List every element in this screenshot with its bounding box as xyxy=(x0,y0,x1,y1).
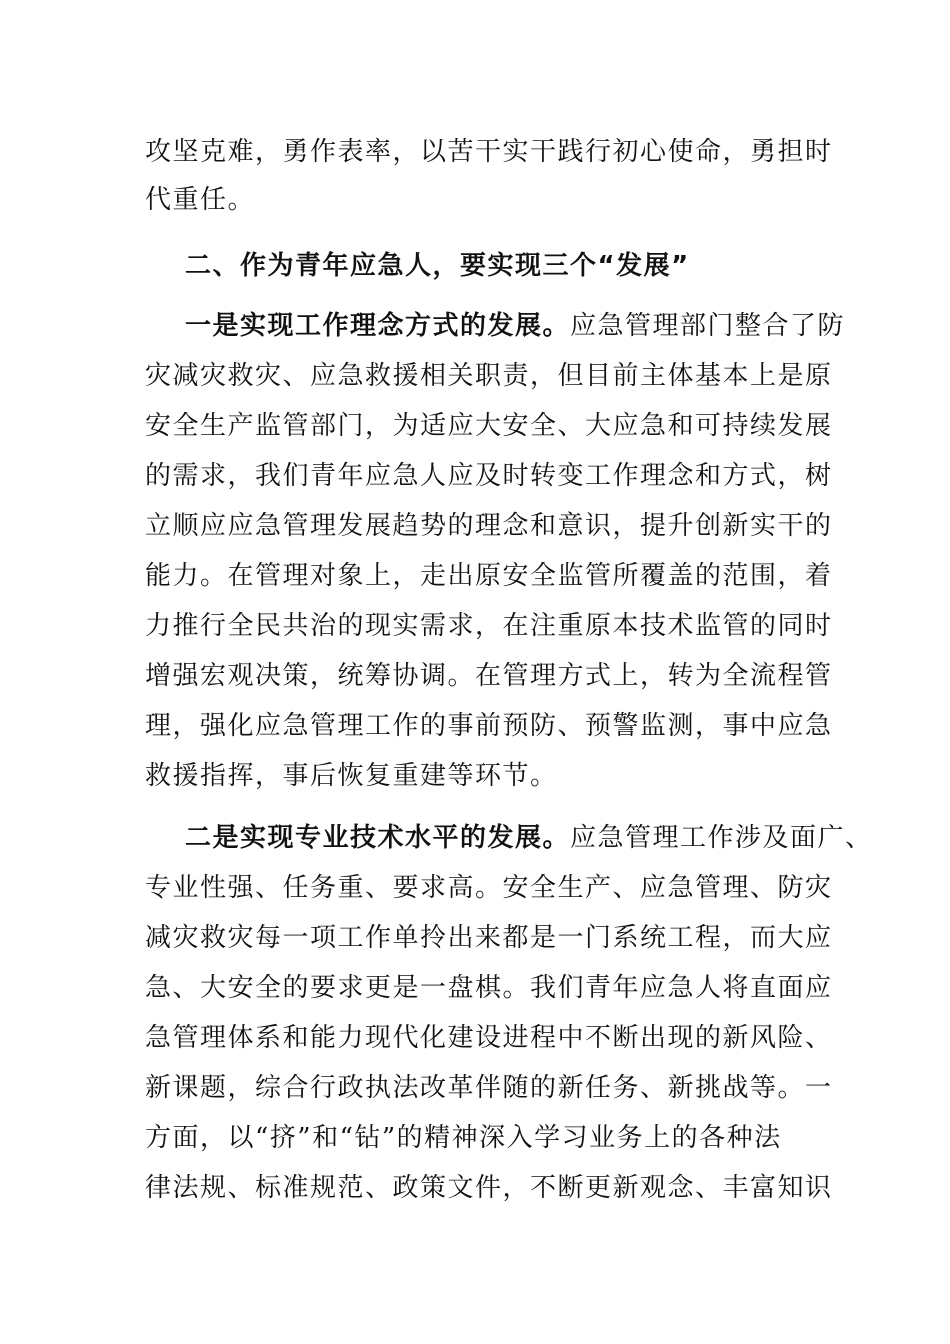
paragraph-line: 代重任。 xyxy=(145,185,256,215)
paragraph-line: 能力。在管理对象上，走出原安全监管所覆盖的范围，着 xyxy=(145,561,833,591)
paragraph-line: 灾减灾救灾、应急救援相关职责，但目前主体基本上是原 xyxy=(145,361,833,391)
paragraph-line: 安全生产监管部门，为适应大安全、大应急和可持续发展 xyxy=(145,411,833,441)
paragraph-line: 攻坚克难，勇作表率，以苦干实干践行初心使命，勇担时 xyxy=(145,137,833,167)
paragraph-line: 专业性强、任务重、要求高。安全生产、应急管理、防灾 xyxy=(145,873,833,903)
paragraph-line: 减灾救灾每一项工作单拎出来都是一门系统工程，而大应 xyxy=(145,923,833,953)
paragraph-lead: 二是实现专业技术水平的发展。 xyxy=(185,823,571,853)
paragraph-line: 力推行全民共治的现实需求，在注重原本技术监管的同时 xyxy=(145,611,833,641)
paragraph-line: 急、大安全的要求更是一盘棋。我们青年应急人将直面应 xyxy=(145,973,833,1003)
paragraph-first-line xyxy=(185,310,845,342)
paragraph-line: 的需求，我们青年应急人应及时转变工作理念和方式，树 xyxy=(145,461,833,491)
paragraph-line: 救援指挥，事后恢复重建等环节。 xyxy=(145,761,558,791)
section-heading: 二、作为青年应急人，要实现三个“发展” xyxy=(185,251,690,281)
paragraph-line: 立顺应应急管理发展趋势的理念和意识，提升创新实干的 xyxy=(145,511,833,541)
paragraph-line: 理，强化应急管理工作的事前预防、预警监测，事中应急 xyxy=(145,711,833,741)
paragraph-line: 增强宏观决策，统筹协调。在管理方式上，转为全流程管 xyxy=(145,661,833,691)
paragraph-first-line xyxy=(185,822,873,854)
paragraph-line: 律法规、标准规范、政策文件，不断更新观念、丰富知识 xyxy=(145,1173,833,1203)
paragraph-line: 方面，以“挤”和“钻”的精神深入学习业务上的各种法 xyxy=(145,1123,782,1153)
paragraph-first-rest: 应急管理工作涉及面广、 xyxy=(570,823,873,853)
paragraph-line: 新课题，综合行政执法改革伴随的新任务、新挑战等。一 xyxy=(145,1073,833,1103)
paragraph-line: 急管理体系和能力现代化建设进程中不断出现的新风险、 xyxy=(145,1023,833,1053)
paragraph-lead: 一是实现工作理念方式的发展。 xyxy=(185,311,571,341)
paragraph-first-rest: 应急管理部门整合了防 xyxy=(570,311,846,341)
